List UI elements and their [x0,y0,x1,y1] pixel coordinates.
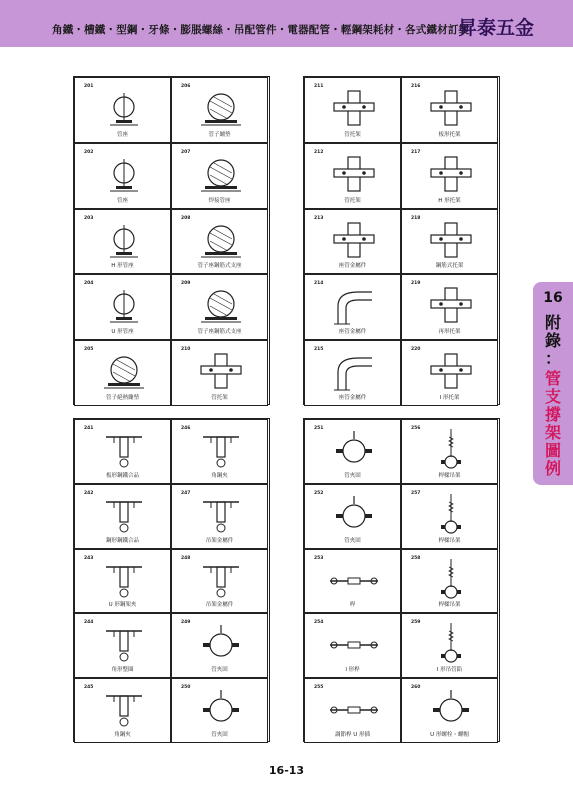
diagram-caption: I 形吊管鉛 [436,667,463,674]
chapter-char: 架 [544,423,561,442]
diagram-caption: H 形管座 [111,263,134,270]
diagram-code: 244 [84,620,94,626]
elbow-icon [324,350,384,394]
ring-icon [421,688,481,732]
diagram-code: 260 [411,685,421,691]
diagram-code: 246 [181,426,191,431]
diagram-caption: 管子繃墊 [208,131,231,138]
hanger-icon [421,429,481,473]
diagram-cell [401,143,498,209]
diagram-code: 214 [314,281,324,287]
pipe-icon [191,153,251,197]
diagram-caption: 管子座鋼筋式支座 [197,329,242,336]
ring-icon [324,429,384,473]
diagram-code: 209 [181,281,191,287]
diagram-caption: U 形管座 [111,329,134,336]
cross-icon [324,153,384,197]
diagram-code: 215 [314,347,324,353]
diagram-panel [303,418,500,742]
diagram-cell [171,549,268,614]
pipe-icon [191,87,251,131]
chapter-char: 圖 [544,441,561,460]
diagram-code: 211 [314,84,324,89]
diagram-code: 256 [411,426,421,431]
diagram-code: 218 [411,215,421,221]
rod-icon [324,688,384,732]
diagram-code: 250 [181,685,191,691]
pipe-icon [191,284,251,328]
diagram-cell [401,77,498,143]
bracket-icon [191,429,251,473]
diagram-cell [171,77,268,143]
chapter-side-tab[interactable] [533,282,573,485]
diagram-caption: 板形托架 [438,131,461,138]
diagram-cell [401,419,498,484]
diagram-caption: 再形托架 [438,329,461,336]
diagram-cell [74,484,171,549]
elbow-icon [324,284,384,328]
diagram-cell [74,678,171,743]
diagram-caption: 角形整圈 [111,667,134,674]
diagram-cell [74,77,171,143]
diagram-caption: U 形螺栓・螺帽 [430,731,469,738]
cross-icon [421,87,481,131]
diagram-caption: 焊接管座 [208,197,231,204]
cross-icon [421,350,481,394]
chapter-char: 錄 [544,331,561,350]
diagram-cell [74,340,171,406]
rod-icon [324,623,384,667]
bracket-icon [191,559,251,603]
cross-icon [324,219,384,263]
clamp-icon [94,284,154,328]
diagram-cell [304,143,401,209]
diagram-code: 255 [314,685,324,691]
cross-icon [191,350,251,394]
diagram-cell [401,340,498,406]
diagram-code: 242 [84,490,94,496]
ring-icon [191,688,251,732]
diagram-caption: 管夾固 [344,472,361,479]
diagram-cell [171,484,268,549]
diagram-caption: 桿樑吊架 [438,602,461,609]
chapter-char: 撐 [544,405,561,424]
diagram-code: 216 [411,84,421,89]
diagram-code: 259 [411,620,421,626]
diagram-code: 208 [181,215,191,221]
diagram-panel [303,76,500,405]
diagram-cell [304,484,401,549]
diagram-caption: 管子座鋼筋式支座 [197,263,242,270]
diagram-code: 253 [314,555,324,561]
diagram-code: 245 [84,685,94,691]
diagram-caption: 桿樑吊架 [438,472,461,479]
rod-icon [324,559,384,603]
diagram-cell [401,613,498,678]
bracket-icon [94,559,154,603]
diagram-caption: 吊架金屬件 [205,602,234,609]
diagram-code: 207 [181,149,191,155]
cross-icon [421,153,481,197]
diagram-code: 241 [84,426,94,431]
diagram-cell [304,678,401,743]
diagram-caption: 座管金屬件 [338,329,367,336]
diagram-code: 219 [411,281,421,287]
diagram-cell [74,209,171,275]
diagram-code: 247 [181,490,191,496]
diagram-code: 249 [181,620,191,626]
diagram-code: 258 [411,555,421,561]
diagram-code: 254 [314,620,324,626]
diagram-code: 212 [314,149,324,155]
diagram-caption: 座管金屬件 [338,263,367,270]
diagram-caption: 桿 [349,602,356,609]
chapter-char: 管 [544,369,561,388]
diagram-panel [73,418,270,742]
diagram-caption: 管夾固 [211,667,228,674]
diagram-caption: 管托架 [344,197,361,204]
diagram-cell [401,209,498,275]
diagram-code: 251 [314,426,324,431]
diagram-cell [171,209,268,275]
diagram-caption: 管子絕熱繃墊 [105,394,139,401]
diagram-code: 203 [84,215,94,221]
chapter-number: 16 [543,290,563,306]
diagram-cell [74,419,171,484]
diagram-caption: 調節桿 U 形插 [334,731,371,738]
clamp-icon [94,219,154,263]
diagram-code: 252 [314,490,324,496]
diagram-caption: 角鋼夾 [211,472,228,479]
diagram-caption: 管座 [116,131,128,138]
page-number: 16-13 [268,764,305,777]
chapter-char: 附 [544,313,561,332]
header-brand: 昇泰五金 [458,17,535,39]
diagram-cell [171,613,268,678]
diagram-cell [304,419,401,484]
diagram-cell [171,143,268,209]
diagram-cell [171,274,268,340]
diagram-caption: 管托架 [344,131,361,138]
diagram-caption: U 形鋼架夾 [108,602,137,609]
diagram-caption: 板形鋼鐵合品 [105,472,139,479]
diagram-caption: 鋼形鋼鐵合品 [105,537,139,544]
diagram-cell [171,678,268,743]
diagram-cell [304,549,401,614]
diagram-panel [73,76,270,405]
bracket-icon [94,429,154,473]
diagram-cell [401,678,498,743]
page-header [0,0,573,47]
diagram-caption: 管夾固 [211,731,228,738]
chapter-char: 支 [544,387,561,406]
cross-icon [421,219,481,263]
diagram-cell [171,419,268,484]
diagram-code: 202 [84,149,94,155]
diagram-caption: 桿樑吊架 [438,537,461,544]
diagram-cell [74,613,171,678]
diagram-cell [401,274,498,340]
header-product-list: 角鐵・槽鐵・型鋼・牙條・膨脹螺絲・吊配管件・電器配管・輕鋼架耗材・各式鐵材訂製 [52,24,470,36]
clamp-icon [94,153,154,197]
diagram-code: 243 [84,555,94,561]
diagram-code: 257 [411,490,421,496]
ring-icon [324,494,384,538]
diagram-caption: 管托架 [211,394,228,401]
clamp-icon [94,87,154,131]
diagram-caption: I 形桿 [345,667,360,674]
diagram-cell [401,549,498,614]
pipe-icon [191,219,251,263]
diagram-code: 205 [84,347,94,353]
diagram-caption: H 形托架 [438,197,461,204]
diagram-cell [304,340,401,406]
diagram-cell [74,274,171,340]
diagram-cell [304,613,401,678]
diagram-code: 204 [84,281,94,287]
diagram-code: 206 [181,84,191,89]
diagram-cell [304,209,401,275]
diagram-code: 201 [84,84,94,89]
diagram-caption: 座管金屬件 [338,394,367,401]
diagram-caption: 吊架金屬件 [205,537,234,544]
hanger-icon [421,623,481,667]
pipe-icon [94,350,154,394]
diagram-cell [171,340,268,406]
bracket-icon [94,688,154,732]
bracket-icon [191,494,251,538]
chapter-char: ： [544,349,561,368]
diagram-caption: 管夾固 [344,537,361,544]
diagram-cell [74,143,171,209]
diagram-cell [74,549,171,614]
diagram-caption: 鋼筋式托架 [435,263,464,270]
diagram-code: 248 [181,555,191,561]
diagram-caption: 角鋼夾 [114,731,131,738]
bracket-icon [94,494,154,538]
diagram-code: 220 [411,347,421,353]
bracket-icon [94,623,154,667]
ring-icon [191,623,251,667]
diagram-code: 210 [181,347,191,353]
hanger-icon [421,494,481,538]
hanger-icon [421,559,481,603]
cross-icon [324,87,384,131]
diagram-cell [304,274,401,340]
diagram-caption: I 形托架 [439,394,460,401]
diagram-cell [401,484,498,549]
diagram-caption: 管座 [116,197,128,204]
cross-icon [421,284,481,328]
chapter-char: 例 [544,459,561,478]
diagram-code: 217 [411,149,421,155]
diagram-code: 213 [314,215,324,221]
diagram-cell [304,77,401,143]
